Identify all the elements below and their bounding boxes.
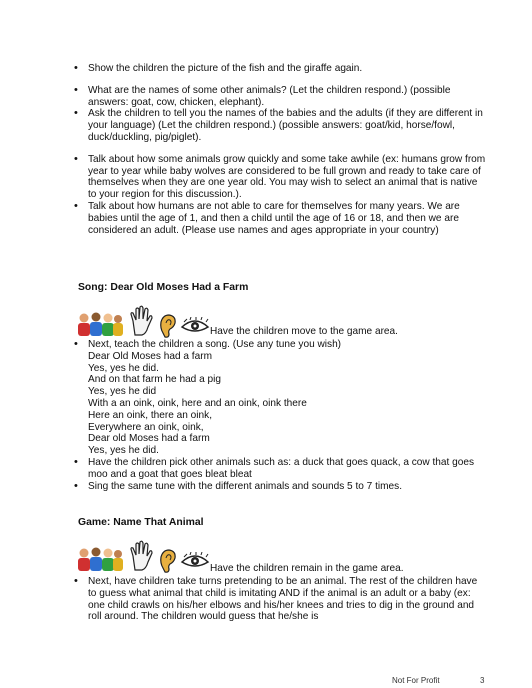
game-bullet-list [88,576,488,623]
page-number: 3 [480,676,485,685]
game-heading: Game: Name That Animal [78,517,204,528]
lyric-line: Yes, yes he did. [88,445,159,457]
lyric-line: Yes, yes he did. [88,362,159,374]
hand-icon [128,540,154,572]
lyric-line: Here an oink, there an oink, [88,409,213,421]
footer-text: Not For Profit [392,676,440,685]
list-item: • What are the names of some other animals? (Let the children respond.) (possible answers: goat, cow, chicken, elephant). [88,85,488,109]
lyric-line: With a an oink, oink, here and an oink, oink there [88,397,307,409]
children-group-icon [76,311,124,339]
lyric-line: Dear Old Moses had a farm [88,350,212,362]
activity-icons-row [76,540,216,574]
song-instruction: Have the children move to the game area. [210,326,398,337]
hand-icon [128,305,154,337]
intro-bullet-list [88,63,488,236]
list-item: • Show the children the picture of the fish and the giraffe again. [88,63,488,75]
list-item: • Have the children pick other animals such as: a duck that goes quack, a cow that goes moo and a goat that goes bleat bleat [88,457,488,481]
list-item: • Talk about how some animals grow quickly and some take awhile (ex: humans grow from year to year while baby wolves are considered to be full grown and ready to take care of themselves when they are one year old. You may wish to select an animal that is native to your region for this discussion.). [88,154,488,201]
lyric-line: Yes, yes he did [88,386,157,398]
song-heading: Song: Dear Old Moses Had a Farm [78,282,249,293]
activity-icons-row [76,305,216,339]
eye-icon [180,317,210,335]
lyric-line: And on that farm he had a pig [88,374,221,386]
ear-icon [158,313,178,339]
ear-icon [158,548,178,574]
song-lyrics [88,351,488,457]
list-item [88,339,488,457]
list-item: • Sing the same tune with the different animals and sounds 5 to 7 times. [88,481,488,493]
list-item: • Ask the children to tell you the names of the babies and the adults (if they are different in your language) (Let the children respond.) (possible answers: goat/kid, horse/fowl, duck/duckling, pig/piglet). [88,108,488,143]
game-instruction: Have the children remain in the game area. [210,563,404,574]
children-group-icon [76,546,124,574]
eye-icon [180,552,210,570]
song-teach-text: Next, teach the children a song. (Use any tune you wish) [88,339,342,350]
lyric-line: Dear old Moses had a farm [88,433,210,445]
song-bullet-list [88,339,488,492]
lyric-line: Everywhere an oink, oink, [88,421,204,433]
list-item: • Next, have children take turns pretending to be an animal. The rest of the children have to guess what animal that child is imitating AND if the animal is an adult or a baby (ex: one child crawls on his/her elbows and his/her knees and tries to dig in the ground and roll around. The children would guess that he/she is [88,576,488,623]
list-item: • Talk about how humans are not able to care for themselves for many years. We are babies until the age of 1, and then a child until the age of 16 or 18, and then we are considered an adult. (Please use names and ages appropriate in your country) [88,201,488,236]
